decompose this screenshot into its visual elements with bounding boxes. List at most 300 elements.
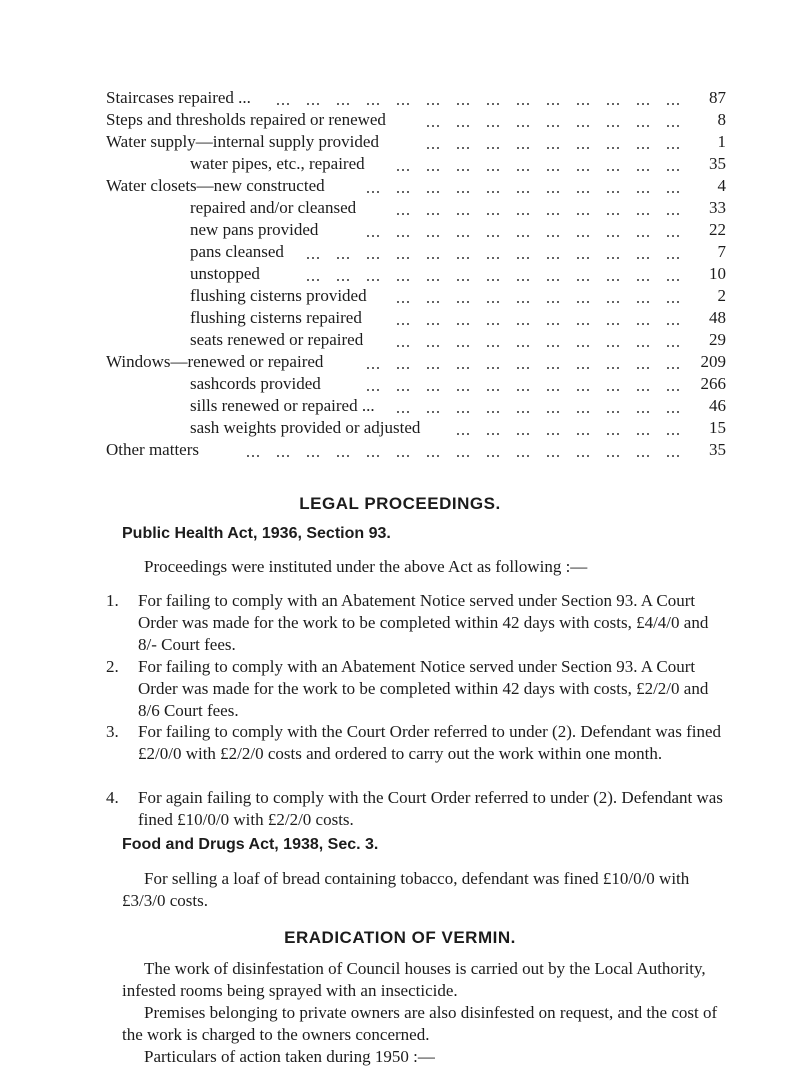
leader-dot <box>342 455 344 457</box>
leader-dot <box>617 257 619 259</box>
leader-dot <box>487 411 489 413</box>
leader-dot <box>497 301 499 303</box>
leader-dot <box>667 191 669 193</box>
leader-dot <box>617 433 619 435</box>
leader-dot <box>677 257 679 259</box>
leader-dot <box>407 411 409 413</box>
leader-dot <box>612 389 614 391</box>
leader-dot <box>677 147 679 149</box>
item-number: 2. <box>106 657 119 676</box>
leader-dot <box>677 235 679 237</box>
leader-dot <box>582 389 584 391</box>
leader-dot <box>427 301 429 303</box>
leader-dot <box>552 345 554 347</box>
leader-dot <box>587 455 589 457</box>
leader-dot <box>462 213 464 215</box>
leader-dot <box>367 389 369 391</box>
leader-dot <box>547 455 549 457</box>
leader-dot <box>672 191 674 193</box>
leader-dot <box>577 103 579 105</box>
leader-dot <box>492 257 494 259</box>
leader-dot <box>497 257 499 259</box>
leader-dot <box>522 367 524 369</box>
leader-dot <box>672 323 674 325</box>
leader-dot <box>367 257 369 259</box>
leader-dot <box>677 433 679 435</box>
leader-dot <box>642 301 644 303</box>
leader-dot <box>677 367 679 369</box>
leader-dot <box>397 345 399 347</box>
leader-dot <box>467 367 469 369</box>
leader-dot <box>612 257 614 259</box>
item-value: 8 <box>717 110 726 129</box>
leader-dot <box>577 191 579 193</box>
item-value: 1 <box>717 132 726 151</box>
leader-dot <box>487 125 489 127</box>
leader-dot <box>402 235 404 237</box>
leader-dot <box>467 455 469 457</box>
vermin-heading: ERADICATION OF VERMIN. <box>284 928 516 947</box>
leader-dot <box>367 455 369 457</box>
leader-dot <box>397 301 399 303</box>
leader-dot <box>617 323 619 325</box>
leader-dot <box>647 279 649 281</box>
leader-dot <box>577 323 579 325</box>
leader-dot <box>587 125 589 127</box>
leader-dot <box>367 191 369 193</box>
leader-dot <box>407 389 409 391</box>
leader-dot <box>552 169 554 171</box>
leader-dot <box>492 191 494 193</box>
leader-dot <box>642 323 644 325</box>
leader-dot <box>642 411 644 413</box>
leader-dot <box>397 455 399 457</box>
leader-dot <box>432 367 434 369</box>
leader-dot <box>457 103 459 105</box>
leader-dot <box>607 323 609 325</box>
leader-dot <box>587 345 589 347</box>
leader-dot <box>492 103 494 105</box>
leader-dot <box>642 389 644 391</box>
leader-dot <box>497 345 499 347</box>
leader-dot <box>427 345 429 347</box>
leader-dot <box>647 433 649 435</box>
leader-dot <box>372 257 374 259</box>
leader-dot <box>402 191 404 193</box>
item-value: 29 <box>709 330 726 349</box>
item-label: sashcords provided <box>190 374 321 393</box>
leader-dot <box>637 257 639 259</box>
leader-dot <box>557 279 559 281</box>
item-value: 46 <box>709 396 726 415</box>
leader-dot <box>607 301 609 303</box>
leader-dot <box>647 125 649 127</box>
leader-dot <box>462 191 464 193</box>
leader-dot <box>637 389 639 391</box>
leader-dot <box>642 147 644 149</box>
leader-dot <box>607 279 609 281</box>
leader-dot <box>367 235 369 237</box>
leader-dot <box>607 147 609 149</box>
public-health-act-heading: Public Health Act, 1936, Section 93. <box>122 525 391 542</box>
leader-dot <box>672 147 674 149</box>
leader-dot <box>527 301 529 303</box>
leader-dot <box>462 455 464 457</box>
leader-dot <box>377 367 379 369</box>
leader-dot <box>367 367 369 369</box>
item-text: For failing to comply with an Abatement Notice served under Section 93. A Court Order was made for the work to be completed within 42 days with costs, £2/2/0 and 8/6 Court fees. <box>138 657 709 720</box>
leader-dot <box>457 455 459 457</box>
leader-dot <box>492 345 494 347</box>
leader-dot <box>637 213 639 215</box>
leader-dot <box>547 213 549 215</box>
leader-dot <box>487 257 489 259</box>
leader-dot <box>617 389 619 391</box>
leader-dot <box>257 455 259 457</box>
leader-dot <box>557 191 559 193</box>
leader-dot <box>457 257 459 259</box>
leader-dot <box>552 103 554 105</box>
item-text: For again failing to comply with the Court Order referred to under (2). Defendant was fined £10/0/0 with £2/2/0 costs. <box>138 788 723 829</box>
leader-dot <box>527 169 529 171</box>
leader-dot <box>557 301 559 303</box>
leader-dot <box>407 169 409 171</box>
leader-dot <box>527 389 529 391</box>
leader-dot <box>402 367 404 369</box>
leader-dot <box>437 257 439 259</box>
leader-dot <box>287 455 289 457</box>
leader-dot <box>587 169 589 171</box>
leader-dot <box>582 279 584 281</box>
leader-dot <box>397 323 399 325</box>
leader-dot <box>557 411 559 413</box>
leader-dot <box>637 125 639 127</box>
leader-dot <box>552 411 554 413</box>
leader-dot <box>527 147 529 149</box>
leader-dot <box>462 389 464 391</box>
leader-dot <box>467 279 469 281</box>
leader-dot <box>342 257 344 259</box>
leader-dot <box>522 279 524 281</box>
leader-dot <box>517 213 519 215</box>
leader-dot <box>377 257 379 259</box>
leader-dot <box>582 345 584 347</box>
leader-dot <box>667 433 669 435</box>
leader-dot <box>467 345 469 347</box>
leader-dot <box>552 125 554 127</box>
leader-dot <box>637 411 639 413</box>
leader-dot <box>527 257 529 259</box>
leader-dot <box>462 257 464 259</box>
leader-dot <box>642 455 644 457</box>
leader-dot <box>637 191 639 193</box>
leader-dot <box>547 411 549 413</box>
leader-dot <box>407 345 409 347</box>
leader-dot <box>517 411 519 413</box>
leader-dot <box>582 367 584 369</box>
leader-dot <box>432 279 434 281</box>
leader-dot <box>672 301 674 303</box>
leader-dot <box>647 147 649 149</box>
leader-dot <box>402 455 404 457</box>
leader-dot <box>437 213 439 215</box>
leader-dot <box>547 125 549 127</box>
leader-dot <box>672 235 674 237</box>
leader-dot <box>607 455 609 457</box>
leader-dot <box>402 323 404 325</box>
leader-dot <box>527 103 529 105</box>
leader-dot <box>617 147 619 149</box>
leader-dot <box>667 279 669 281</box>
leader-dot <box>432 169 434 171</box>
item-value: 209 <box>700 352 726 371</box>
leader-dot <box>372 191 374 193</box>
leader-dot <box>397 257 399 259</box>
leader-dot <box>487 169 489 171</box>
leader-dot <box>432 455 434 457</box>
leader-dot <box>337 455 339 457</box>
leader-dot <box>612 235 614 237</box>
leader-dot <box>487 433 489 435</box>
leader-dot <box>637 323 639 325</box>
leader-dot <box>497 125 499 127</box>
leader-dot <box>527 213 529 215</box>
leader-dot <box>582 301 584 303</box>
leader-dot <box>582 147 584 149</box>
leader-dot <box>637 367 639 369</box>
leader-dot <box>457 301 459 303</box>
leader-dot <box>277 103 279 105</box>
vermin-paragraph-2: Premises belonging to private owners are also disinfested on request, and the cost of the work is charged to the owners concerned. <box>122 1003 718 1044</box>
leader-dot <box>407 323 409 325</box>
leader-dot <box>617 103 619 105</box>
leader-dot <box>617 301 619 303</box>
leader-dot <box>427 411 429 413</box>
leader-dot <box>372 389 374 391</box>
leader-dot <box>492 279 494 281</box>
leader-dot <box>487 345 489 347</box>
leader-dot <box>342 103 344 105</box>
leader-dot <box>347 455 349 457</box>
leader-dot <box>462 125 464 127</box>
leader-dot <box>577 455 579 457</box>
leader-dot <box>607 433 609 435</box>
leader-dot <box>612 103 614 105</box>
leader-dot <box>492 389 494 391</box>
leader-dot <box>467 191 469 193</box>
leader-dot <box>527 125 529 127</box>
item-value: 266 <box>700 374 726 393</box>
leader-dot <box>517 367 519 369</box>
leader-dot <box>462 147 464 149</box>
leader-dot <box>677 323 679 325</box>
leader-dot <box>587 389 589 391</box>
leader-dot <box>407 455 409 457</box>
item-text: For failing to comply with the Court Order referred to under (2). Defendant was fined £2/0/0 with £2/2/0 costs and ordered to carry out the work within one month. <box>138 722 722 763</box>
item-value: 2 <box>717 286 726 305</box>
leader-dot <box>497 411 499 413</box>
leader-dot <box>467 103 469 105</box>
food-drugs-text: For selling a loaf of bread containing tobacco, defendant was fined £10/0/0 with £3/3/0 costs. <box>122 869 690 910</box>
leader-dot <box>407 367 409 369</box>
leader-dot <box>492 213 494 215</box>
leader-dot <box>612 345 614 347</box>
leader-dot <box>552 147 554 149</box>
leader-dot <box>407 191 409 193</box>
leader-dot <box>617 411 619 413</box>
leader-dot <box>522 301 524 303</box>
leader-dot <box>427 257 429 259</box>
leader-dot <box>667 389 669 391</box>
leader-dot <box>552 213 554 215</box>
leader-dot <box>372 235 374 237</box>
item-label: water pipes, etc., repaired <box>190 154 365 173</box>
leader-dot <box>437 301 439 303</box>
leader-dot <box>677 191 679 193</box>
leader-dot <box>647 191 649 193</box>
leader-dot <box>427 455 429 457</box>
leader-dot <box>282 455 284 457</box>
leader-dot <box>672 455 674 457</box>
leader-dot <box>672 125 674 127</box>
item-value: 22 <box>709 220 726 239</box>
leader-dot <box>492 433 494 435</box>
leader-dot <box>637 279 639 281</box>
leader-dots <box>0 0 800 470</box>
leader-dot <box>527 411 529 413</box>
leader-dot <box>457 191 459 193</box>
leader-dot <box>457 367 459 369</box>
leader-dot <box>407 279 409 281</box>
leader-dot <box>427 367 429 369</box>
leader-dot <box>672 257 674 259</box>
leader-dot <box>492 147 494 149</box>
leader-dot <box>522 411 524 413</box>
item-value: 7 <box>717 242 726 261</box>
leader-dot <box>647 455 649 457</box>
leader-dot <box>487 213 489 215</box>
leader-dot <box>487 389 489 391</box>
item-label: Water supply—internal supply provided <box>106 132 379 151</box>
leader-dot <box>517 169 519 171</box>
leader-dot <box>432 301 434 303</box>
leader-dot <box>522 323 524 325</box>
leader-dot <box>522 433 524 435</box>
leader-dot <box>462 235 464 237</box>
leader-dot <box>432 191 434 193</box>
leader-dot <box>667 345 669 347</box>
leader-dot <box>492 169 494 171</box>
leader-dot <box>582 103 584 105</box>
leader-dot <box>612 433 614 435</box>
item-label: Windows—renewed or repaired <box>106 352 324 371</box>
leader-dot <box>437 279 439 281</box>
leader-dot <box>427 103 429 105</box>
legal-proceedings-heading: LEGAL PROCEEDINGS. <box>299 494 501 513</box>
item-label: flushing cisterns provided <box>190 286 367 305</box>
leader-dot <box>612 279 614 281</box>
leader-dot <box>582 323 584 325</box>
item-label: Water closets—new constructed <box>106 176 325 195</box>
leader-dot <box>497 389 499 391</box>
leader-dot <box>552 367 554 369</box>
leader-dot <box>317 103 319 105</box>
leader-dot <box>547 301 549 303</box>
leader-dot <box>517 191 519 193</box>
leader-dot <box>467 433 469 435</box>
leader-dot <box>467 147 469 149</box>
leader-dot <box>457 279 459 281</box>
leader-dot <box>677 301 679 303</box>
leader-dot <box>607 257 609 259</box>
leader-dot <box>462 323 464 325</box>
leader-dot <box>402 103 404 105</box>
leader-dot <box>337 257 339 259</box>
leader-dot <box>462 411 464 413</box>
leader-dot <box>642 433 644 435</box>
leader-dot <box>437 103 439 105</box>
leader-dot <box>642 257 644 259</box>
leader-dot <box>497 323 499 325</box>
leader-dot <box>677 103 679 105</box>
item-value: 35 <box>709 154 726 173</box>
leader-dot <box>557 367 559 369</box>
leader-dot <box>547 169 549 171</box>
leader-dot <box>467 235 469 237</box>
leader-dot <box>612 411 614 413</box>
leader-dot <box>397 213 399 215</box>
leader-dot <box>557 125 559 127</box>
leader-dot <box>467 125 469 127</box>
leader-dot <box>557 389 559 391</box>
leader-dot <box>407 213 409 215</box>
leader-dot <box>552 301 554 303</box>
leader-dot <box>617 125 619 127</box>
leader-dot <box>637 147 639 149</box>
item-label: Other matters <box>106 440 199 459</box>
leader-dot <box>547 191 549 193</box>
leader-dot <box>437 169 439 171</box>
leader-dot <box>607 411 609 413</box>
leader-dot <box>547 367 549 369</box>
item-label: repaired and/or cleansed <box>190 198 357 217</box>
leader-dot <box>582 455 584 457</box>
leader-dot <box>522 257 524 259</box>
item-number: 1. <box>106 591 119 610</box>
leader-dot <box>607 191 609 193</box>
leader-dot <box>677 125 679 127</box>
leader-dot <box>432 345 434 347</box>
leader-dot <box>397 367 399 369</box>
leader-dot <box>672 389 674 391</box>
leader-dot <box>582 213 584 215</box>
leader-dot <box>582 235 584 237</box>
leader-dot <box>642 345 644 347</box>
leader-dot <box>407 235 409 237</box>
leader-dot <box>432 257 434 259</box>
leader-dot <box>437 367 439 369</box>
leader-dot <box>552 323 554 325</box>
leader-dot <box>492 367 494 369</box>
leader-dot <box>642 235 644 237</box>
leader-dot <box>252 455 254 457</box>
item-label: pans cleansed <box>190 242 284 261</box>
leader-dot <box>577 125 579 127</box>
leader-dot <box>617 345 619 347</box>
leader-dot <box>517 125 519 127</box>
leader-dot <box>307 279 309 281</box>
leader-dot <box>612 191 614 193</box>
